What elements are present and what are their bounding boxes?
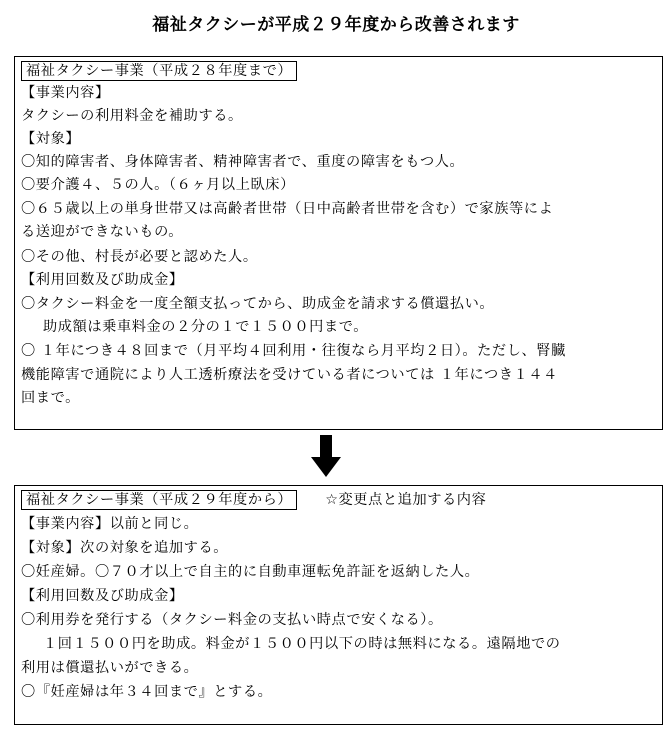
after-heading: 福祉タクシー事業（平成２９年度から）	[21, 490, 297, 510]
page-title: 福祉タクシーが平成２９年度から改善されます	[152, 15, 520, 35]
text-line: 【事業内容】以前と同じ。	[21, 516, 199, 532]
text-line: 機能障害で通院により人工透析療法を受けている者については １年につき１４４	[21, 367, 558, 383]
down-arrow-icon	[311, 435, 341, 477]
text-line: る送迎ができないもの。	[21, 224, 184, 240]
text-line: 助成額は乗車料金の２分の１で１５００円まで。	[43, 319, 369, 335]
text-line: 〇その他、村長が必要と認めた人。	[21, 249, 258, 265]
text-line: 〇要介護４、５の人。（６ヶ月以上臥床）	[21, 177, 295, 193]
text-line: 〇利用券を発行する（タクシー料金の支払い時点で安くなる）。	[21, 612, 443, 628]
section-label: 【事業内容】	[21, 85, 110, 101]
text-line: 〇『妊産婦は年３４回まで』とする。	[21, 684, 273, 700]
text-line: 利用は償還払いができる。	[21, 660, 199, 676]
before-heading: 福祉タクシー事業（平成２８年度まで）	[21, 61, 297, 81]
text-line: 〇 １年につき４８回まで（月平均４回利用・往復なら月平均２日）。ただし、腎臓	[21, 343, 566, 359]
text-line: 〇妊産婦。〇７０才以上で自主的に自動車運転免許証を返納した人。	[21, 564, 480, 580]
text-line: 【対象】次の対象を追加する。	[21, 540, 229, 556]
text-line: 〇知的障害者、身体障害者、精神障害者で、重度の障害をもつ人。	[21, 154, 465, 170]
change-note: ☆変更点と追加する内容	[325, 492, 487, 508]
after-section	[14, 485, 663, 725]
before-section	[14, 56, 663, 430]
section-label: 【利用回数及び助成金】	[21, 588, 184, 604]
text-line: 〇タクシー料金を一度全額支払ってから、助成金を請求する償還払い。	[21, 296, 495, 312]
section-label: 【対象】	[21, 131, 81, 147]
text-line: １回１５００円を助成。料金が１５００円以下の時は無料になる。遠隔地での	[43, 636, 561, 652]
text-line: 回まで。	[21, 390, 80, 406]
text-line: タクシーの利用料金を補助する。	[21, 108, 243, 124]
section-label: 【利用回数及び助成金】	[21, 272, 184, 288]
text-line: 〇６５歳以上の単身世帯又は高齢者世帯（日中高齢者世帯を含む）で家族等によ	[21, 201, 554, 217]
